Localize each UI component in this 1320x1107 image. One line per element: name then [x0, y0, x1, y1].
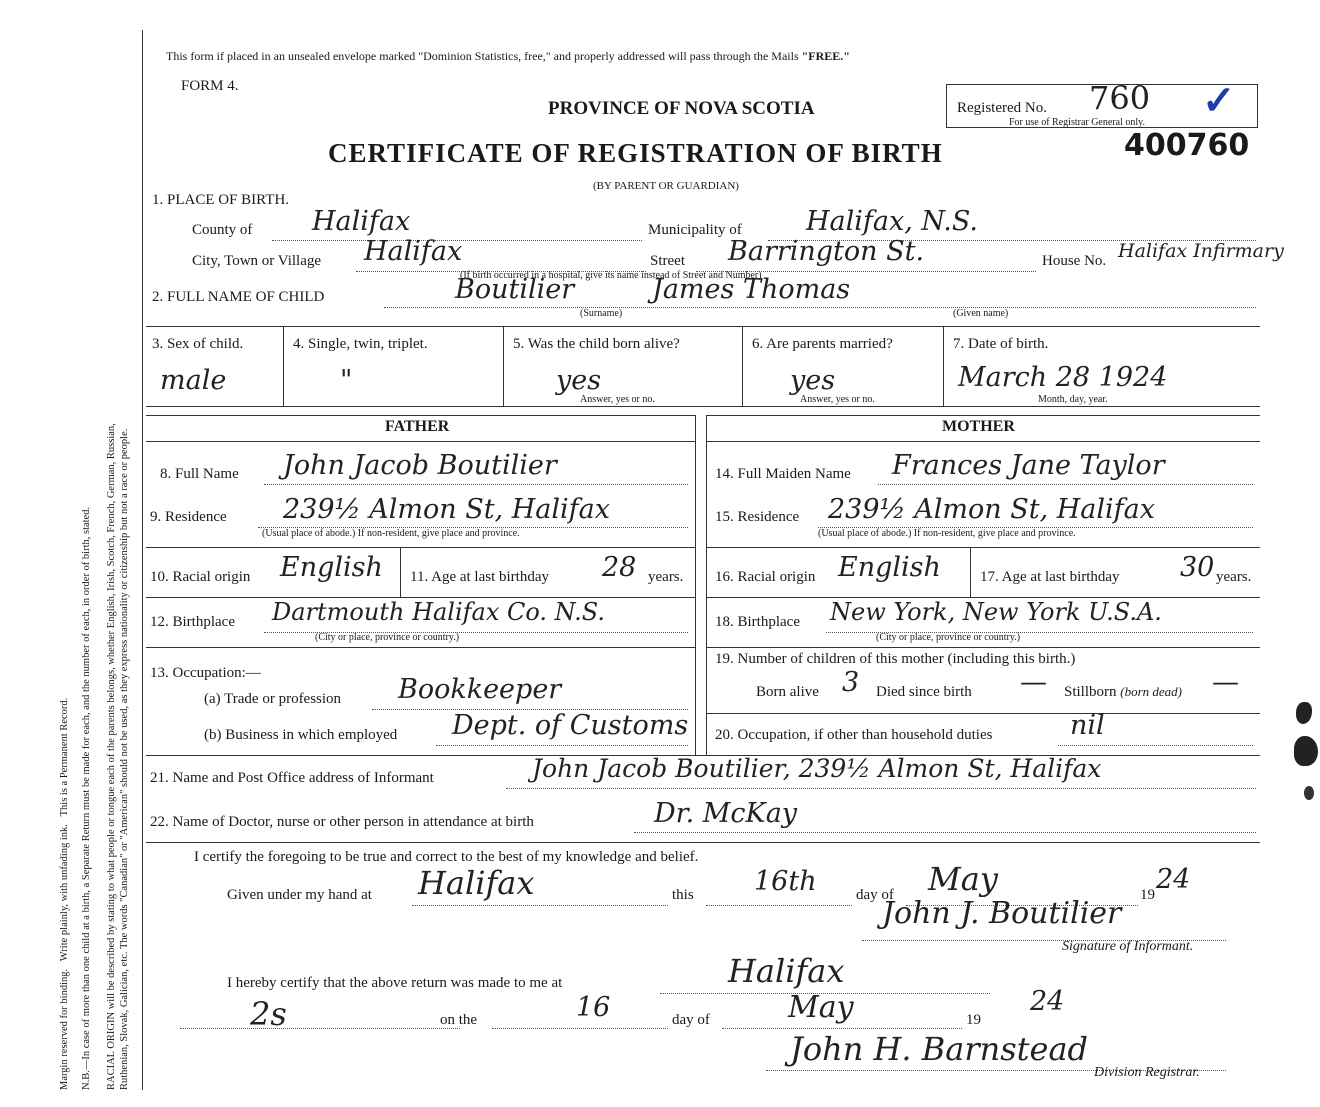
registrar-signature: John H. Barnstead: [790, 1030, 1089, 1068]
hospital-note: (If birth occurred in a hospital, give its name instead of Street and Number): [460, 270, 762, 281]
on-the-label: on the: [440, 1012, 478, 1028]
informant-value: John Jacob Boutilier, 239½ Almon St, Halifax: [532, 754, 1102, 783]
day-of-label: day of: [856, 887, 894, 903]
city-value: Halifax: [364, 236, 463, 267]
mother-residence-note: (Usual place of abode.) If non-resident, give place and province.: [818, 528, 1076, 539]
father-race: English: [280, 552, 383, 583]
alive-label: 5. Was the child born alive?: [513, 336, 680, 352]
father-residence-note: (Usual place of abode.) If non-resident, give place and province.: [262, 528, 520, 539]
certificate-subtitle: (BY PARENT OR GUARDIAN): [593, 180, 739, 192]
surname-note: (Surname): [580, 308, 623, 319]
city-label: City, Town or Village: [192, 253, 322, 269]
file-number: 400760: [1124, 128, 1250, 163]
father-birthplace-note: (City or place, province or country.): [315, 632, 460, 643]
mother-birthplace-note: (City or place, province or country.): [876, 632, 1021, 643]
margin-reserved: Margin reserved for binding. Write plainly, with unfading ink. This is a Permanent Record.: [59, 697, 70, 1090]
given-year: 24: [1156, 864, 1191, 895]
child-name-label: 2. FULL NAME OF CHILD: [152, 289, 325, 305]
alive-value: yes: [556, 365, 602, 396]
father-name: John Jacob Boutilier: [283, 450, 557, 481]
married-value: yes: [790, 365, 836, 396]
house-label: House No.: [1042, 253, 1107, 269]
informant-signature: John J. Boutilier: [882, 896, 1122, 931]
mother-residence-label: 15. Residence: [715, 509, 800, 525]
signature-label: Signature of Informant.: [1062, 939, 1194, 954]
dob-value: March 28 1924: [958, 362, 1168, 393]
father-name-label: 8. Full Name: [160, 466, 239, 482]
alive-note: Answer, yes or no.: [580, 394, 655, 405]
father-age: 28: [602, 552, 637, 583]
given-day: 16th: [754, 866, 817, 897]
born-alive-value: 3: [842, 667, 860, 698]
registered-box: [946, 78, 1258, 128]
mother-age: 30: [1180, 552, 1215, 583]
father-heading: FATHER: [385, 418, 450, 435]
municipality-value: Halifax, N.S.: [806, 206, 978, 237]
mother-occupation: nil: [1070, 710, 1105, 741]
this-label: this: [672, 887, 694, 903]
check-mark-icon: ✓: [1202, 78, 1236, 123]
children-label: 19. Number of children of this mother (including this birth.): [715, 651, 1076, 667]
margin-racial-1: RACIAL ORIGIN will be described by stating to what people or tongue each of the parents belongs, whether English, Irish, Scotch, French, German, Russian,: [106, 423, 117, 1090]
doctor-label: 22. Name of Doctor, nurse or other person in attendance at birth: [150, 814, 534, 830]
registrar-day: 16: [576, 992, 611, 1023]
mother-birthplace: New York, New York U.S.A.: [830, 598, 1162, 626]
trade-label: (a) Trade or profession: [204, 691, 342, 707]
registered-number: 760: [1089, 79, 1151, 117]
registrar-year: 24: [1030, 986, 1065, 1017]
registrar-place: Halifax: [728, 952, 845, 990]
registrar-prefix: 2s: [250, 995, 287, 1033]
given-note: (Given name): [953, 308, 1009, 319]
mail-notice: This form if placed in an unsealed envelope marked "Dominion Statistics, free," and properly addressed will pass through the Mails "FREE.": [166, 49, 850, 63]
ink-blot: [1296, 702, 1312, 724]
father-age-label: 11. Age at last birthday: [410, 569, 549, 585]
municipality-label: Municipality of: [648, 222, 742, 238]
father-race-label: 10. Racial origin: [150, 569, 251, 585]
left-border: [142, 30, 143, 1090]
dob-note: Month, day, year.: [1038, 394, 1108, 405]
married-label: 6. Are parents married?: [752, 336, 893, 352]
mother-name: Frances Jane Taylor: [892, 450, 1165, 481]
father-years: years.: [648, 569, 684, 585]
mother-years: years.: [1216, 569, 1252, 585]
father-residence: 239½ Almon St, Halifax: [283, 494, 610, 525]
mother-race: English: [838, 552, 941, 583]
registrar-label: Division Registrar.: [1094, 1065, 1200, 1080]
died-label: Died since birth: [876, 684, 972, 700]
given-place: Halifax: [418, 864, 535, 902]
registrar-statement: I hereby certify that the above return was made to me at: [227, 975, 563, 991]
street-value: Barrington St.: [728, 236, 925, 267]
ink-blot: [1294, 736, 1318, 766]
given-month: May: [928, 860, 998, 898]
house-value: Halifax Infirmary: [1118, 240, 1284, 262]
father-birthplace: Dartmouth Halifax Co. N.S.: [272, 598, 605, 626]
sex-value: male: [160, 365, 227, 396]
mother-race-label: 16. Racial origin: [715, 569, 816, 585]
registrar-year-prefix: 19: [966, 1012, 981, 1028]
business-label: (b) Business in which employed: [204, 727, 398, 743]
margin-racial-2: Ruthenian, Slovak, Galician, etc. The words "Canadian" or "American" should not be used, as they express nationality or citizenship but not a race or people.: [119, 428, 130, 1090]
county-value: Halifax: [312, 206, 411, 237]
single-label: 4. Single, twin, triplet.: [293, 336, 428, 352]
child-given-name: James Thomas: [652, 274, 851, 305]
county-label: County of: [192, 222, 253, 238]
mother-heading: MOTHER: [942, 418, 1015, 435]
stillborn-label: Stillborn (born dead): [1064, 684, 1183, 700]
given-label: Given under my hand at: [227, 887, 372, 903]
informant-label: 21. Name and Post Office address of Informant: [150, 770, 434, 786]
father-birthplace-label: 12. Birthplace: [150, 614, 235, 630]
form-number: FORM 4.: [181, 78, 239, 94]
ink-blot: [1304, 786, 1314, 800]
registrar-month: May: [788, 990, 854, 1025]
mother-age-label: 17. Age at last birthday: [980, 569, 1120, 585]
stillborn-value: —: [1212, 667, 1239, 698]
business-value: Dept. of Customs: [452, 710, 689, 741]
sex-label: 3. Sex of child.: [152, 336, 244, 352]
trade-value: Bookkeeper: [398, 674, 562, 705]
certificate-title: CERTIFICATE OF REGISTRATION OF BIRTH: [328, 138, 943, 168]
father-residence-label: 9. Residence: [150, 509, 227, 525]
born-alive-label: Born alive: [756, 684, 819, 700]
child-surname: Boutilier: [455, 274, 575, 305]
died-value: —: [1020, 667, 1047, 698]
province-title: PROVINCE OF NOVA SCOTIA: [548, 98, 815, 119]
married-note: Answer, yes or no.: [800, 394, 875, 405]
single-value: ": [340, 365, 353, 396]
registrar-day-of: day of: [672, 1012, 710, 1028]
street-label: Street: [650, 253, 685, 269]
year-prefix: 19: [1140, 887, 1155, 903]
mother-birthplace-label: 18. Birthplace: [715, 614, 800, 630]
registered-label: Registered No.: [957, 100, 1047, 116]
place-heading: 1. PLACE OF BIRTH.: [152, 192, 290, 208]
occupation-label: 13. Occupation:—: [150, 665, 261, 681]
registered-note: For use of Registrar General only.: [1009, 117, 1145, 128]
margin-nb: N.B.—In case of more than one child at a birth, a Separate Return must be made for each, and the number of each, in order of birth, stated.: [81, 506, 92, 1090]
doctor-value: Dr. McKay: [654, 798, 798, 829]
mother-name-label: 14. Full Maiden Name: [715, 466, 851, 482]
certify-statement: I certify the foregoing to be true and correct to the best of my knowledge and belief.: [194, 849, 699, 865]
mother-occupation-label: 20. Occupation, if other than household duties: [715, 727, 993, 743]
mother-residence: 239½ Almon St, Halifax: [828, 494, 1155, 525]
dob-label: 7. Date of birth.: [953, 336, 1049, 352]
